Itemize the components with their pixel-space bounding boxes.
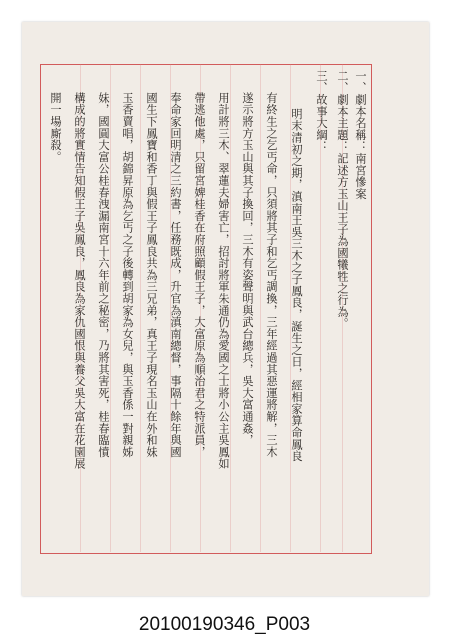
text-line-8: 帶逃他處，只留宮婢桂香在府照顧假王子，大富原為順治君之特派員， <box>193 92 206 458</box>
text-line-9: 奉命家回明清之三約書，任務既成，升官為滇南總督，事隔十餘年與國 <box>169 92 182 458</box>
text-line-5: 有終生之乞丐命，只須將其子和乞丐調換，三年經過其惡運將解，三木 <box>265 92 278 458</box>
column-rule <box>260 64 261 552</box>
text-line-12: 妹，國圓大富公桂春洩漏南宮十六年前之秘密，乃將其害死，桂春臨憤 <box>97 92 110 458</box>
column-rule <box>140 64 141 552</box>
text-line-7: 用計將三木、翠蓮夫婦害亡，招討將軍朱通仍為愛國之士將小公主吳鳳如 <box>217 92 230 470</box>
text-line-6: 遂示將方玉山與其子換回，三木有姿聲明與武台總兵，吳大富通姦， <box>241 92 254 446</box>
text-line-14: 開一場廝殺。 <box>49 92 62 163</box>
text-line-10: 國生下鳳寶和香丁與假王子鳳良共為三兄弟，真王子現名玉山在外和妹 <box>145 92 158 458</box>
text-line-11: 玉香賣唱，胡錦昇原為乞丐之子後轉到胡家為女兒，與玉香係一對親姊 <box>121 92 134 458</box>
text-line-13: 構成的將實情告知假王子吳鳳良，鳳良為家仇國恨與養父吳大富在花園展 <box>73 92 86 470</box>
text-line-1: 一、劇本名稱：南宮慘案 <box>354 70 367 200</box>
text-line-3: 三、故事大綱： <box>315 70 328 153</box>
text-line-2: 二、劇本主題：記述方玉山王子為國犧牲之行為。 <box>336 70 349 330</box>
text-line-4: 明末清初之期，滇南王吳三木之子鳳良，誕生之日，經相家算命鳳良 <box>290 108 303 462</box>
page-caption: 20100190346_P003 <box>138 614 311 635</box>
